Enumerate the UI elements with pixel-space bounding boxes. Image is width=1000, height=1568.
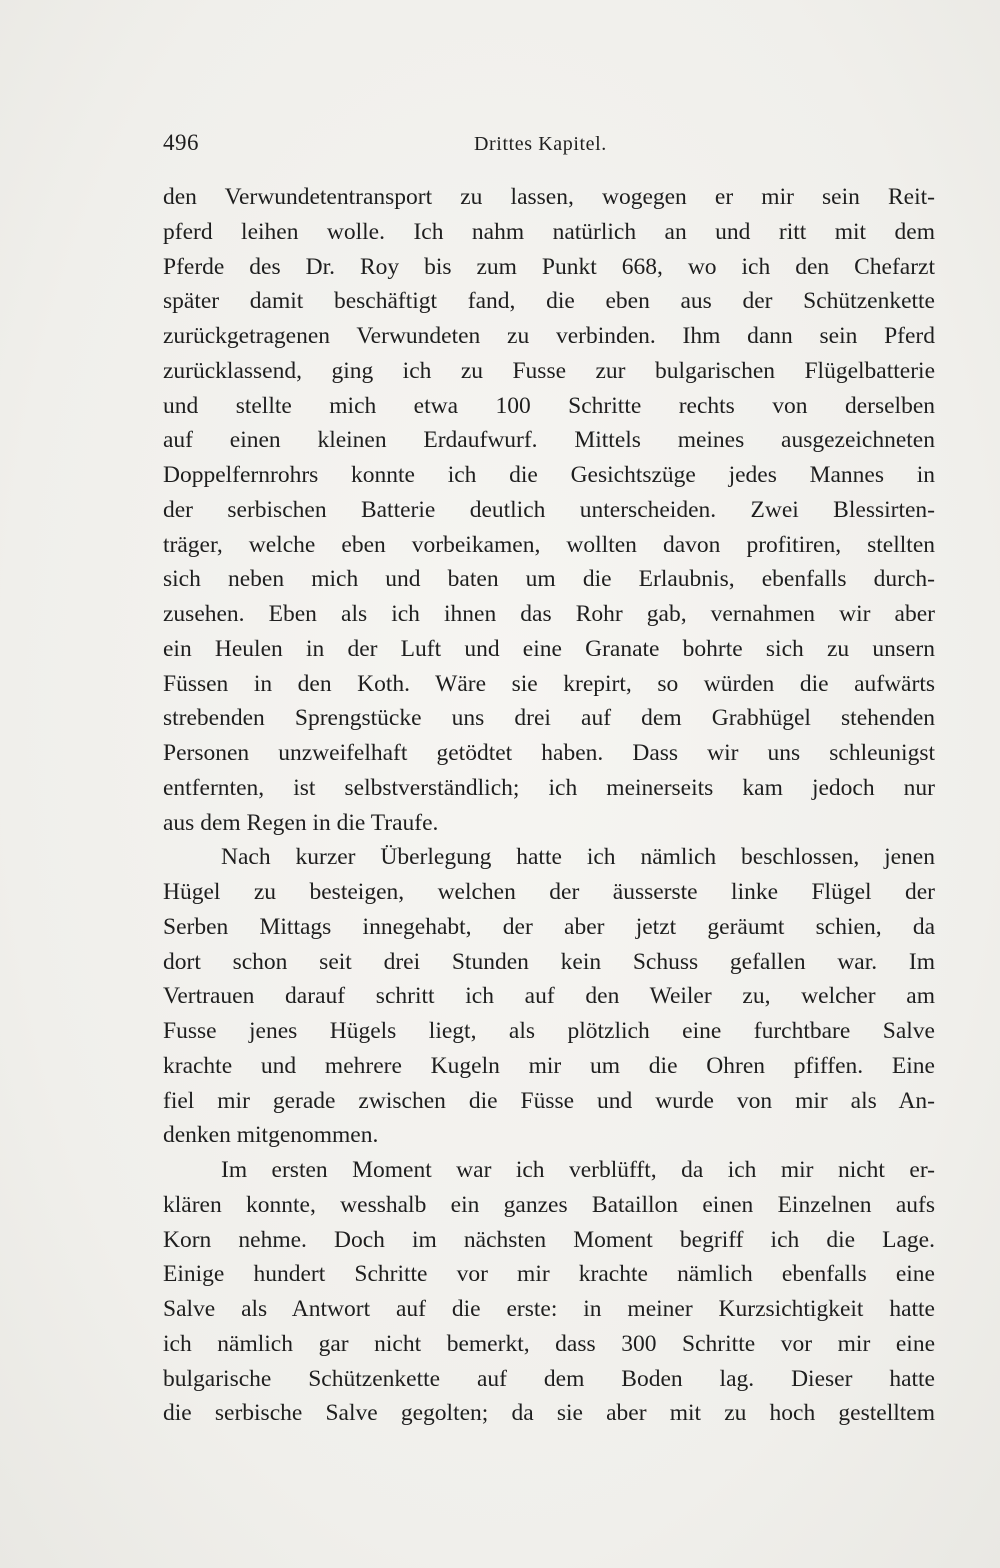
- text-line: zurücklassend, ging ich zu Fusse zur bulgarischen Flügelbatterie: [163, 357, 935, 384]
- text-line: Hügel zu besteigen, welchen der äusserste linke Flügel der: [163, 879, 935, 905]
- text-line: träger, welche eben vorbeikamen, wollten davon profitiren, stellten: [163, 531, 935, 558]
- text-line: und stellte mich etwa 100 Schritte rechts von derselben: [163, 392, 935, 419]
- text-line: fiel mir gerade zwischen die Füsse und wurde von mir als An-: [163, 1087, 935, 1114]
- text-line: sich neben mich und baten um die Erlaubnis, ebenfalls durch-: [163, 566, 935, 593]
- text-line: krachte und mehrere Kugeln mir um die Ohren pfiffen. Eine: [163, 1052, 935, 1079]
- text-line: Einige hundert Schritte vor mir krachte nämlich ebenfalls eine: [163, 1261, 935, 1288]
- text-line: strebenden Sprengstücke uns drei auf dem Grabhügel stehenden: [163, 705, 935, 732]
- text-line: ich nämlich gar nicht bemerkt, dass 300 Schritte vor mir eine: [163, 1330, 935, 1357]
- text-line: Pferde des Dr. Roy bis zum Punkt 668, wo ich den Chefarzt: [163, 253, 935, 280]
- text-line: klären konnte, wesshalb ein ganzes Bataillon einen Einzelnen aufs: [163, 1191, 935, 1218]
- chapter-title: Drittes Kapitel.: [474, 133, 607, 155]
- text-line: zurückgetragenen Verwundeten zu verbinden. Ihm dann sein Pferd: [163, 323, 935, 349]
- text-line: die serbische Salve gegolten; da sie aber mit zu hoch gestelltem: [163, 1400, 935, 1427]
- text-line: aus dem Regen in die Traufe.: [163, 809, 439, 836]
- text-line: Vertrauen darauf schritt ich auf den Weiler zu, welcher am: [163, 983, 935, 1010]
- text-line: Nach kurzer Überlegung hatte ich nämlich beschlossen, jenen: [221, 844, 935, 871]
- text-line: entfernten, ist selbstverständlich; ich meinerseits kam jedoch nur: [163, 774, 935, 801]
- text-line: den Verwundetentransport zu lassen, wogegen er mir sein Reit-: [163, 184, 935, 210]
- text-line: Im ersten Moment war ich verblüfft, da ich mir nicht er-: [221, 1157, 935, 1183]
- text-line: Fusse jenes Hügels liegt, als plötzlich eine furchtbare Salve: [163, 1018, 935, 1044]
- text-line: Personen unzweifelhaft getödtet haben. Dass wir uns schleunigst: [163, 740, 935, 766]
- running-head: [163, 130, 935, 164]
- text-line: dort schon seit drei Stunden kein Schuss gefallen war. Im: [163, 948, 935, 975]
- text-line: auf einen kleinen Erdaufwurf. Mittels meines ausgezeichneten: [163, 427, 935, 454]
- text-line: Füssen in den Koth. Wäre sie krepirt, so würden die aufwärts: [163, 670, 935, 697]
- page-number: 496: [163, 130, 199, 155]
- text-line: Korn nehme. Doch im nächsten Moment begriff ich die Lage.: [163, 1226, 935, 1253]
- body-text: [163, 180, 935, 1431]
- text-line: ein Heulen in der Luft und eine Granate bohrte sich zu unsern: [163, 635, 935, 662]
- text-line: denken mitgenommen.: [163, 1122, 379, 1149]
- text-line: bulgarische Schützenkette auf dem Boden lag. Dieser hatte: [163, 1365, 935, 1392]
- text-line: Serben Mittags innegehabt, der aber jetzt geräumt schien, da: [163, 913, 935, 940]
- text-line: Doppelfernrohrs konnte ich die Gesichtszüge jedes Mannes in: [163, 462, 935, 488]
- text-line: pferd leihen wolle. Ich nahm natürlich an und ritt mit dem: [163, 218, 935, 245]
- text-line: der serbischen Batterie deutlich unterscheiden. Zwei Blessirten-: [163, 496, 935, 523]
- text-line: zusehen. Eben als ich ihnen das Rohr gab, vernahmen wir aber: [163, 601, 935, 627]
- text-line: später damit beschäftigt fand, die eben aus der Schützenkette: [163, 288, 935, 315]
- text-line: Salve als Antwort auf die erste: in meiner Kurzsichtigkeit hatte: [163, 1296, 935, 1322]
